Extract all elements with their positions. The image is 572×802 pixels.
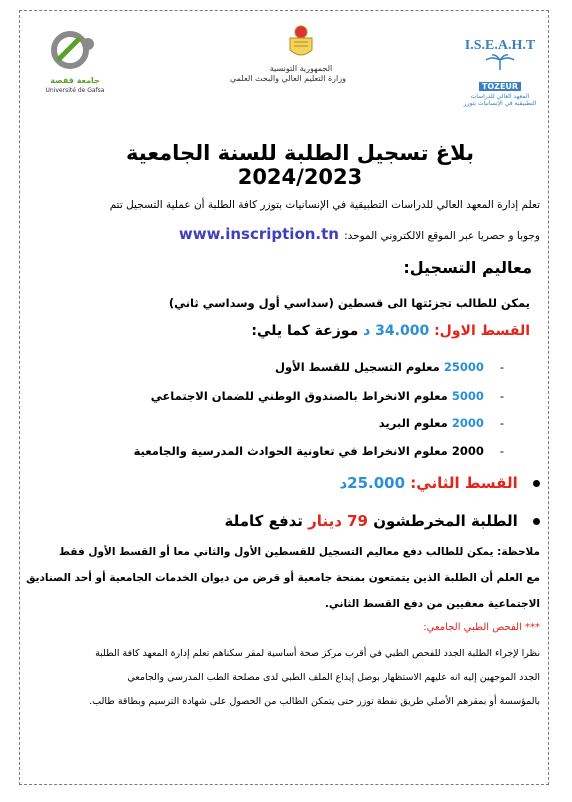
page-title: بلاغ تسجيل الطلبة للسنة الجامعية 2024/2023 — [126, 141, 474, 189]
bullet-dot — [533, 480, 540, 487]
list-dash: - — [499, 416, 504, 430]
iseaht-logo — [460, 38, 540, 108]
list-dash: - — [499, 389, 504, 403]
first-installment-label: القسط الاول: — [434, 323, 530, 339]
note-line-2: مع العلم أن الطلبة الذين يتمتعون بمنحة جامعية أو قرض من ديوان الخدمات الجامعية أو أحد الصناديق — [26, 572, 540, 584]
second-installment-amount: 25.000د — [339, 474, 406, 492]
list-dash: - — [499, 360, 504, 374]
fee-amount: 2000 — [451, 444, 484, 458]
first-installment-suffix: موزعة كما يلي: — [251, 323, 359, 339]
left-logo-subcaption: Université de Gafsa — [45, 87, 105, 94]
tunisia-emblem — [230, 24, 346, 109]
iseaht-logo-text: I.S.E.A.H.T — [464, 38, 536, 53]
graduates-prefix: الطلبة المخرطشون — [373, 512, 518, 530]
second-installment-label: القسط الثاني: — [410, 474, 518, 492]
first-installment-amount: 34.000 د — [363, 323, 430, 339]
medical-heading: *** الفحص الطبي الجامعي: — [423, 622, 540, 633]
installments-note: يمكن للطالب تجزئتها الى قسطين (سداسي أول وسداسي ثاني) — [168, 296, 530, 310]
note-line-1: ملاحظة: يمكن للطالب دفع معاليم التسجيل للقسطين الأول والثاني معا أو القسط الأول فقط — [59, 546, 540, 558]
fee-item — [379, 416, 504, 430]
university-gafsa-logo — [40, 30, 110, 94]
inscription-url-link[interactable]: www.inscription.tn — [178, 225, 339, 243]
medical-line-2: الجدد الموجهين إليه انه عليهم الاستظهار بوصل إيداع الملف الطبي لدى مصلحة الطب المدرسي والجامعي — [127, 672, 540, 683]
palm-icon — [480, 54, 520, 70]
tunisia-coat-of-arms-icon — [286, 24, 316, 60]
intro-line-2 — [35, 224, 540, 243]
left-logo-caption: جامعة قفصة — [50, 76, 100, 85]
fee-item — [134, 444, 504, 458]
fee-amount: 2000 — [451, 416, 484, 430]
list-dash: - — [499, 444, 504, 458]
fee-label: معلوم التسجيل للقسط الأول — [275, 360, 440, 374]
fee-item — [151, 389, 504, 403]
medical-line-3: بالمؤسسة أو بمقرهم الأصلي طريق نفطة توزر حتى يتمكن الطالب من الحصول على شهادة الترسيم وبطاقة طالب. — [89, 696, 540, 707]
intro-line-1: تعلم إدارة المعهد العالي للدراسات التطبيقية في الإنسانيات بتوزر كافة الطلبة أن عملية التسجيل تتم — [109, 199, 540, 211]
note-line-3: الاجتماعية معفيين من دفع القسط الثاني. — [324, 598, 540, 610]
fee-label: معلوم البريد — [378, 416, 448, 430]
university-logo-icon — [40, 30, 110, 72]
iseaht-caption: المعهد العالي للدراسات التطبيقية في الإنسانيات بتوزر — [463, 93, 537, 107]
second-installment — [339, 474, 540, 492]
fees-heading: معاليم التسجيل: — [403, 258, 532, 277]
graduates-suffix: تدفع كاملة — [224, 512, 303, 530]
fee-amount: 5000 — [451, 389, 484, 403]
fee-item — [275, 360, 504, 374]
graduates-fee — [224, 512, 540, 530]
medical-line-1: نظرا لإجراء الطلبة الجدد للفحص الطبي في أقرب مركز صحة أساسية لمقر سكناهم تعلم إدارة المعهد كافة الطلبة — [95, 648, 540, 659]
bullet-dot — [533, 518, 540, 525]
republic-line: الجمهورية التونسية — [269, 64, 333, 73]
intro-line-2-text: وجوبا و حصريا عبر الموقع الالكتروني الموحد: — [344, 230, 540, 242]
fee-label: معلوم الانخراط في تعاونية الحوادث المدرسية والجامعية — [133, 444, 448, 458]
fee-amount: 25000 — [443, 360, 484, 374]
first-installment — [251, 323, 530, 339]
graduates-amount: 79 دينار — [308, 512, 368, 530]
fee-label: معلوم الانخراط بالصندوق الوطني للضمان الاجتماعي — [150, 389, 448, 403]
ministry-line: وزارة التعليم العالي والبحث العلمي — [230, 74, 346, 83]
iseaht-city: TOZEUR — [479, 82, 521, 91]
